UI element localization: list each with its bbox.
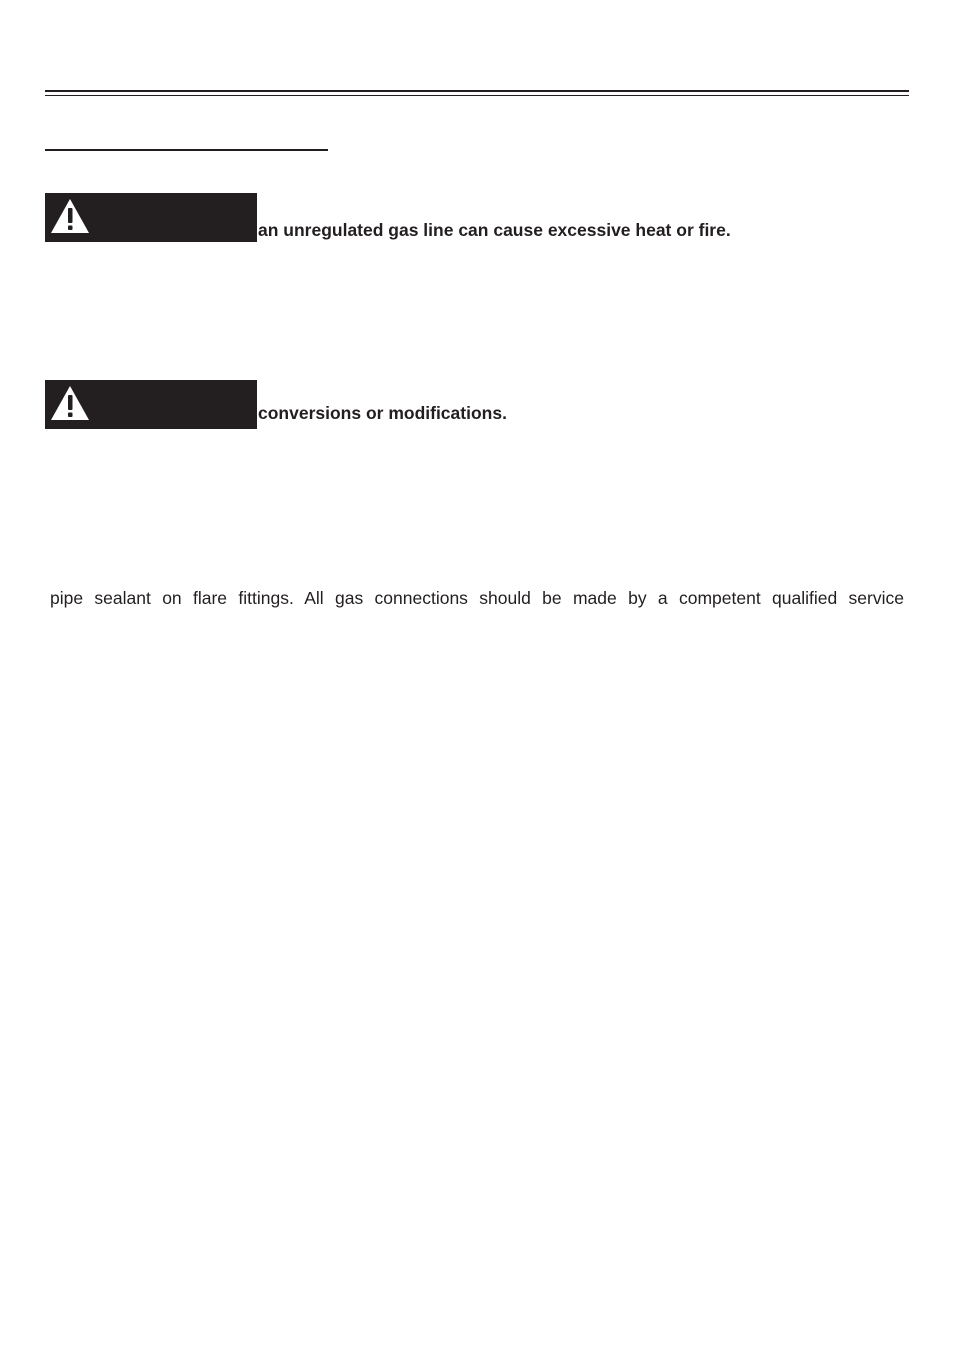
section-heading-underline — [45, 149, 328, 151]
body-text-line: pipe sealant on flare fittings. All gas connections should be made by a competent qualified service — [50, 588, 904, 608]
warning-text: conversions or modifications. — [258, 403, 507, 423]
warning-banner — [45, 380, 257, 429]
warning-triangle-icon — [49, 384, 91, 422]
warning-banner — [45, 193, 257, 242]
warning-text: an unregulated gas line can cause excessive heat or fire. — [258, 220, 731, 240]
header-double-rule — [45, 90, 909, 96]
warning-triangle-icon — [49, 197, 91, 235]
